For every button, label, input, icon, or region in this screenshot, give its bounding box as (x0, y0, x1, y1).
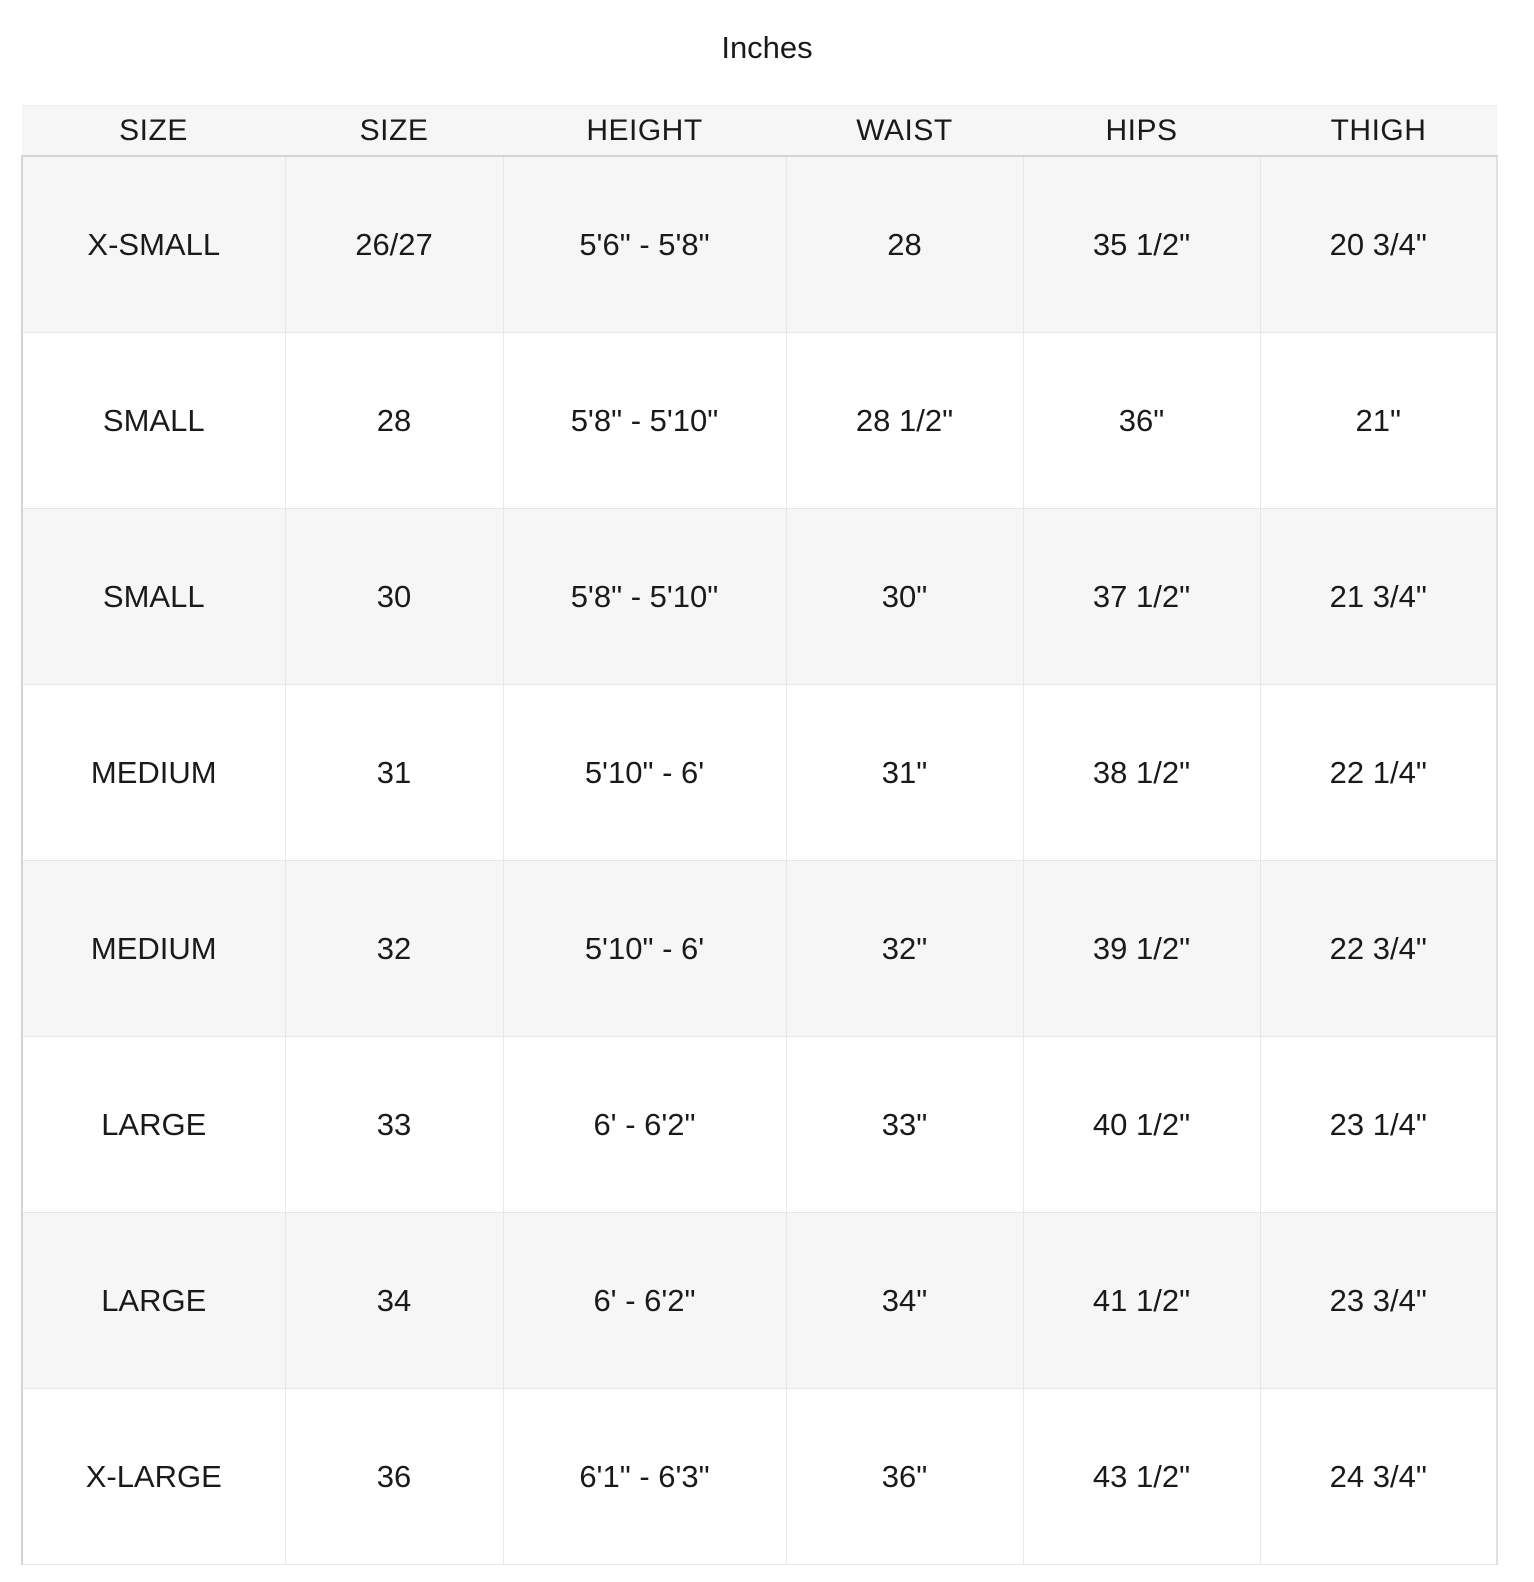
cell-thigh: 23 1/4" (1260, 1037, 1497, 1213)
cell-hips: 43 1/2" (1023, 1389, 1260, 1565)
cell-hips: 38 1/2" (1023, 685, 1260, 861)
cell-size-number: 26/27 (285, 156, 503, 333)
table-row (22, 509, 1497, 685)
cell-size-label: MEDIUM (22, 861, 285, 1037)
cell-waist: 30" (786, 509, 1023, 685)
cell-thigh: 22 1/4" (1260, 685, 1497, 861)
cell-hips: 41 1/2" (1023, 1213, 1260, 1389)
cell-size-number: 36 (285, 1389, 503, 1565)
cell-waist: 34" (786, 1213, 1023, 1389)
cell-hips: 37 1/2" (1023, 509, 1260, 685)
table-row (22, 685, 1497, 861)
cell-size-number: 34 (285, 1213, 503, 1389)
header-hips: HIPS (1023, 106, 1260, 157)
cell-waist: 31" (786, 685, 1023, 861)
cell-waist: 28 (786, 156, 1023, 333)
cell-hips: 40 1/2" (1023, 1037, 1260, 1213)
table-row (22, 156, 1497, 333)
cell-size-number: 28 (285, 333, 503, 509)
cell-size-label: LARGE (22, 1213, 285, 1389)
page-title: Inches (721, 30, 813, 65)
cell-height: 5'6" - 5'8" (503, 156, 786, 333)
cell-waist: 28 1/2" (786, 333, 1023, 509)
cell-size-number: 30 (285, 509, 503, 685)
cell-thigh: 22 3/4" (1260, 861, 1497, 1037)
table-row (22, 1389, 1497, 1565)
cell-height: 5'10" - 6' (503, 685, 786, 861)
table-row (22, 333, 1497, 509)
header-thigh: THIGH (1260, 106, 1497, 157)
cell-size-number: 32 (285, 861, 503, 1037)
cell-height: 5'10" - 6' (503, 861, 786, 1037)
cell-waist: 33" (786, 1037, 1023, 1213)
cell-size-label: MEDIUM (22, 685, 285, 861)
cell-height: 6' - 6'2" (503, 1213, 786, 1389)
cell-thigh: 21" (1260, 333, 1497, 509)
header-waist: WAIST (786, 106, 1023, 157)
cell-size-number: 33 (285, 1037, 503, 1213)
cell-hips: 36" (1023, 333, 1260, 509)
header-size-number: SIZE (285, 106, 503, 157)
cell-waist: 36" (786, 1389, 1023, 1565)
cell-thigh: 23 3/4" (1260, 1213, 1497, 1389)
cell-size-label: X-SMALL (22, 156, 285, 333)
cell-thigh: 21 3/4" (1260, 509, 1497, 685)
cell-size-label: SMALL (22, 333, 285, 509)
cell-hips: 39 1/2" (1023, 861, 1260, 1037)
cell-height: 6'1" - 6'3" (503, 1389, 786, 1565)
cell-height: 5'8" - 5'10" (503, 333, 786, 509)
cell-thigh: 24 3/4" (1260, 1389, 1497, 1565)
size-chart-table (21, 105, 1498, 1565)
table-header-row (22, 106, 1497, 157)
header-height: HEIGHT (503, 106, 786, 157)
table-row (22, 861, 1497, 1037)
cell-height: 6' - 6'2" (503, 1037, 786, 1213)
cell-size-label: X-LARGE (22, 1389, 285, 1565)
cell-height: 5'8" - 5'10" (503, 509, 786, 685)
cell-waist: 32" (786, 861, 1023, 1037)
cell-hips: 35 1/2" (1023, 156, 1260, 333)
cell-size-number: 31 (285, 685, 503, 861)
cell-size-label: LARGE (22, 1037, 285, 1213)
table-row (22, 1037, 1497, 1213)
cell-size-label: SMALL (22, 509, 285, 685)
header-size-label: SIZE (22, 106, 285, 157)
cell-thigh: 20 3/4" (1260, 156, 1497, 333)
table-row (22, 1213, 1497, 1389)
